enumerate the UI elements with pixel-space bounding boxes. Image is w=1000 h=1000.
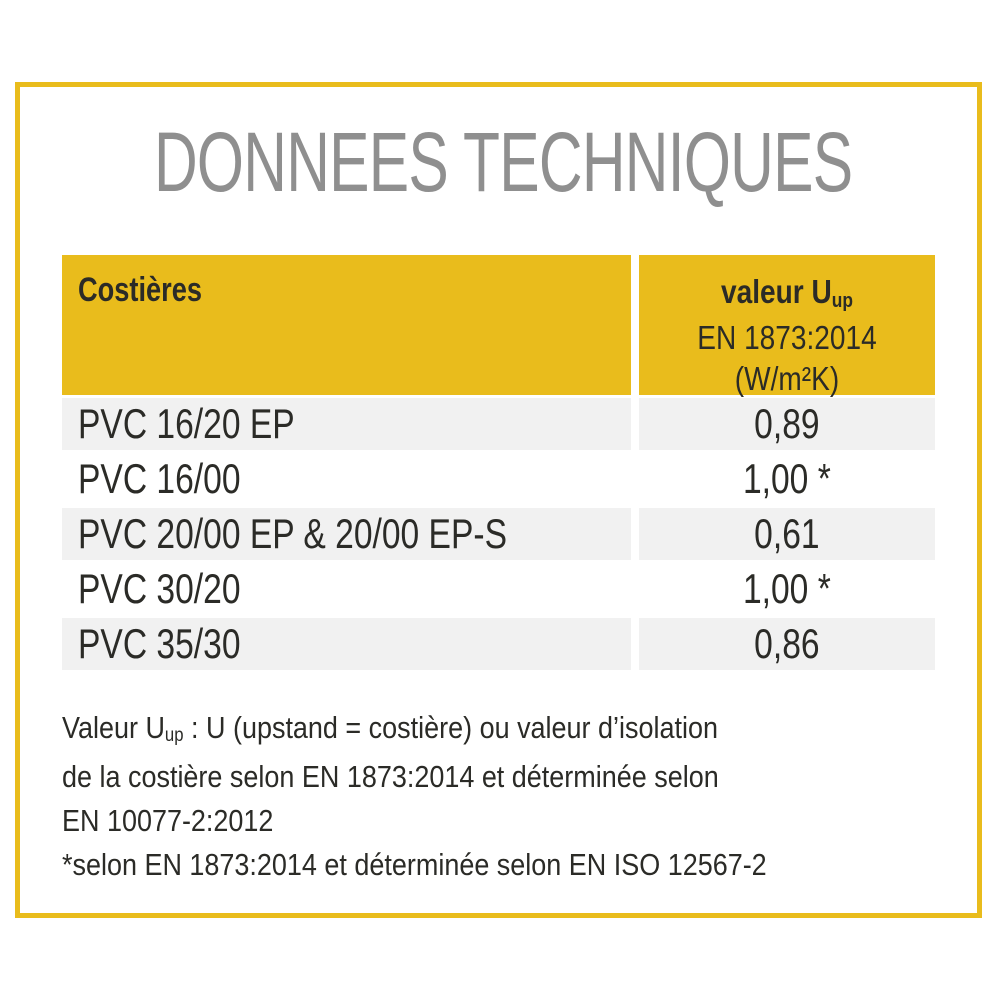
product-name: PVC 16/00 [78, 455, 241, 502]
u-value-table [62, 255, 935, 670]
header-cell-u-value [639, 255, 935, 395]
footnote-line-4: *selon EN 1873:2014 et déterminée selon EN ISO 12567-2 [62, 847, 767, 882]
u-value: 0,61 [754, 510, 820, 557]
u-value-label: valeur U [721, 273, 832, 310]
u-value-cell [639, 398, 935, 450]
footnote [62, 706, 822, 887]
table-header-row [62, 255, 935, 395]
column-header-unit: (W/m²K) [734, 360, 840, 397]
u-value-cell [639, 563, 935, 615]
u-value: 1,00 * [743, 565, 831, 612]
table-row [62, 398, 935, 450]
column-header-norm: EN 1873:2014 [697, 319, 877, 356]
product-name: PVC 16/20 EP [78, 400, 295, 447]
product-name: PVC 30/20 [78, 565, 241, 612]
u-value: 1,00 * [743, 455, 831, 502]
column-header-costieres: Costières [78, 271, 202, 309]
product-name-cell [62, 618, 631, 670]
header-cell-costieres [62, 255, 631, 395]
u-value-cell [639, 453, 935, 505]
u-value: 0,89 [754, 400, 820, 447]
product-name: PVC 20/00 EP & 20/00 EP-S [78, 510, 507, 557]
u-value-cell [639, 508, 935, 560]
column-header-u-value [661, 271, 913, 317]
footnote-u-label: Valeur U [62, 710, 165, 745]
table-row [62, 453, 935, 505]
footnote-line-3: EN 10077-2:2012 [62, 803, 274, 838]
table-row [62, 563, 935, 615]
product-name: PVC 35/30 [78, 620, 241, 667]
footnote-u-subscript: up [164, 725, 184, 747]
footnote-line-1 [62, 706, 822, 755]
u-value-subscript: up [831, 288, 853, 312]
u-value-cell [639, 618, 935, 670]
page-title: DONNEES TECHNIQUES [153, 115, 853, 209]
footnote-line-1-rest: : U (upstand = costière) ou valeur d’isolation [183, 710, 718, 745]
product-name-cell [62, 508, 631, 560]
product-name-cell [62, 398, 631, 450]
table-row [62, 618, 935, 670]
product-name-cell [62, 453, 631, 505]
data-sheet-frame [15, 82, 982, 918]
product-name-cell [62, 563, 631, 615]
footnote-line-2: de la costière selon EN 1873:2014 et déterminée selon [62, 759, 719, 794]
u-value: 0,86 [754, 620, 820, 667]
table-row [62, 508, 935, 560]
